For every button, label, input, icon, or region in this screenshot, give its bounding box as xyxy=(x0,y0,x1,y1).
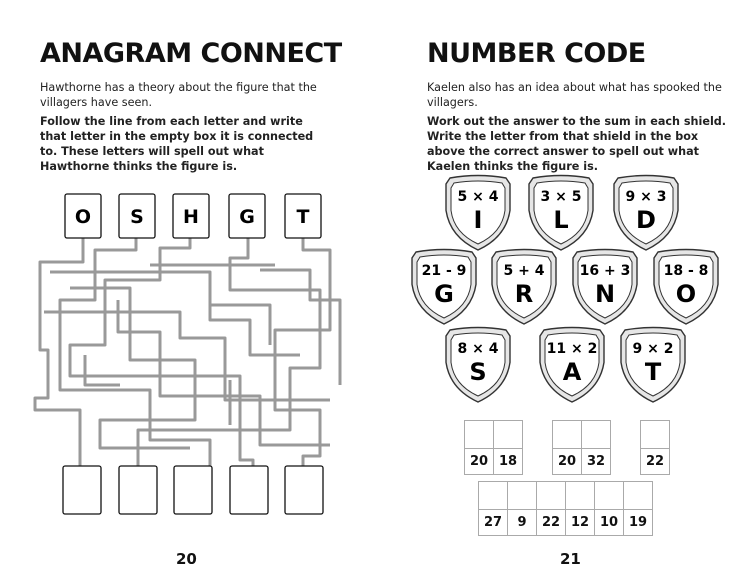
shield-sum: 5 + 4 xyxy=(503,263,545,279)
shield-sum: 18 - 8 xyxy=(663,263,709,279)
shield-letter: S xyxy=(469,358,487,386)
shield-letter: D xyxy=(636,206,656,234)
answer-number: 20 xyxy=(553,449,582,475)
letter-g: G xyxy=(239,206,255,228)
shield xyxy=(654,250,718,325)
answer-box[interactable] xyxy=(566,482,595,510)
shield-letter: I xyxy=(473,206,483,234)
page-number: 20 xyxy=(176,550,197,568)
answer-box[interactable] xyxy=(494,421,523,449)
shield-letter: G xyxy=(434,280,454,308)
maze-lines xyxy=(35,238,340,466)
answer-grid-3 xyxy=(640,420,670,475)
shield-letter: O xyxy=(675,280,697,308)
answer-box[interactable] xyxy=(537,482,566,510)
shield xyxy=(446,176,510,251)
intro-text: Kaelen also has an idea about what has spooked the villagers. xyxy=(427,81,722,109)
shield xyxy=(573,250,637,325)
answer-boxes-bottom xyxy=(63,466,323,514)
answer-number: 20 xyxy=(465,449,494,475)
letter-o: O xyxy=(74,206,92,228)
shield xyxy=(412,250,476,325)
shield-sum: 9 × 2 xyxy=(632,341,674,357)
shield xyxy=(614,176,678,251)
answer-box[interactable] xyxy=(553,421,582,449)
answer-box[interactable] xyxy=(641,421,670,449)
answer-number: 12 xyxy=(566,510,595,536)
answer-box[interactable] xyxy=(508,482,537,510)
shield xyxy=(621,328,685,403)
shield xyxy=(492,250,556,325)
answer-grid-4 xyxy=(478,481,653,536)
shield xyxy=(529,176,593,251)
shield-letter: A xyxy=(562,358,582,386)
shield-letter: R xyxy=(514,280,534,308)
answer-grid-1 xyxy=(464,420,523,475)
answer-number: 32 xyxy=(582,449,611,475)
answer-number: 22 xyxy=(537,510,566,536)
empty-answer-box[interactable] xyxy=(230,466,268,514)
instructions-text: Follow the line from each letter and write that letter in the empty box it is connected to. These letters will spell out what Hawthorne thinks the figure is. xyxy=(40,115,314,173)
page-title: ANAGRAM CONNECT xyxy=(40,38,342,69)
page-right xyxy=(375,0,750,585)
empty-answer-box[interactable] xyxy=(63,466,101,514)
answer-box[interactable] xyxy=(479,482,508,510)
shield-letter: N xyxy=(594,280,616,308)
letter-s: S xyxy=(130,206,144,228)
shield-sum: 9 × 3 xyxy=(625,189,667,205)
letter-h: H xyxy=(183,206,199,228)
shield-sum: 5 × 4 xyxy=(457,189,499,205)
answer-box[interactable] xyxy=(582,421,611,449)
instructions-text: Work out the answer to the sum in each shield. Write the letter from that shield in the box above the correct answer to spell out what Kaelen thinks the figure is. xyxy=(427,115,727,173)
answer-box[interactable] xyxy=(465,421,494,449)
shield-sum: 3 × 5 xyxy=(540,189,582,205)
intro-text: Hawthorne has a theory about the figure that the villagers have seen. xyxy=(40,81,317,109)
shield xyxy=(540,328,604,403)
page-number: 21 xyxy=(560,550,581,568)
empty-answer-box[interactable] xyxy=(285,466,323,514)
letter-t: T xyxy=(296,206,310,228)
shield-letter: L xyxy=(553,206,569,234)
answer-number: 22 xyxy=(641,449,670,475)
answer-number: 19 xyxy=(624,510,653,536)
answer-box[interactable] xyxy=(595,482,624,510)
shield-sum: 8 × 4 xyxy=(457,341,499,357)
answer-number: 18 xyxy=(494,449,523,475)
letter-boxes-top xyxy=(65,194,321,238)
empty-answer-box[interactable] xyxy=(119,466,157,514)
shield-sum: 16 + 3 xyxy=(579,263,631,279)
shield xyxy=(446,328,510,403)
answer-number: 10 xyxy=(595,510,624,536)
shield-sum: 21 - 9 xyxy=(421,263,467,279)
shield-sum: 11 × 2 xyxy=(546,341,598,357)
answer-box[interactable] xyxy=(624,482,653,510)
empty-answer-box[interactable] xyxy=(174,466,212,514)
page-title: NUMBER CODE xyxy=(427,38,646,69)
answer-number: 9 xyxy=(508,510,537,536)
shield-letter: T xyxy=(644,358,662,386)
answer-grid-2 xyxy=(552,420,611,475)
answer-number: 27 xyxy=(479,510,508,536)
